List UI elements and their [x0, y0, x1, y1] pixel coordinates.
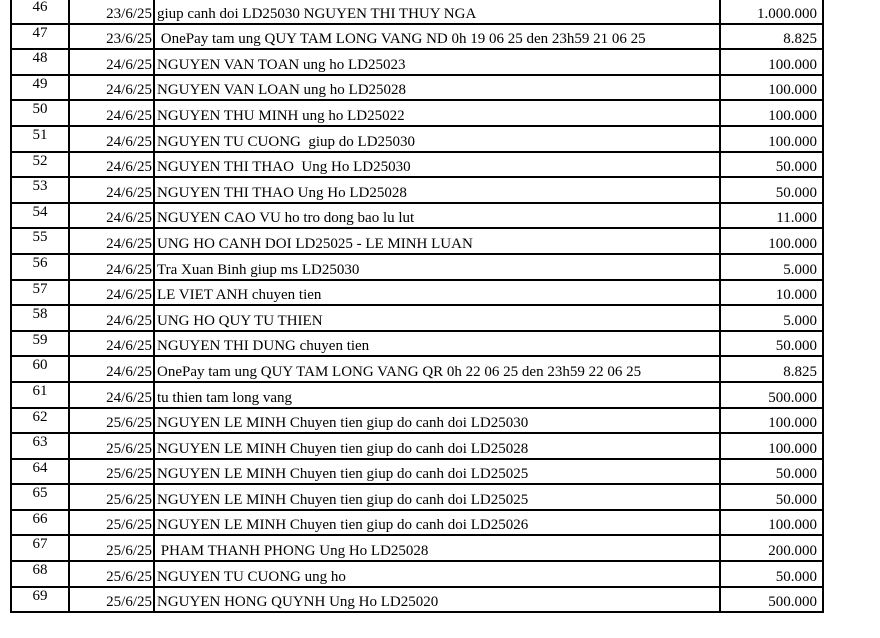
description-cell: Tra Xuan Binh giup ms LD25030 [154, 254, 720, 280]
description-cell: NGUYEN LE MINH Chuyen tien giup do canh doi LD25025 [154, 484, 720, 510]
description-cell: NGUYEN LE MINH Chuyen tien giup do canh doi LD25028 [154, 433, 720, 459]
table-row [11, 433, 823, 459]
row-number-cell: 58 [11, 305, 69, 331]
description-cell: OnePay tam ung QUY TAM LONG VANG QR 0h 22 06 25 den 23h59 22 06 25 [154, 356, 720, 382]
table-row [11, 459, 823, 485]
row-number-cell: 52 [11, 152, 69, 178]
description-cell: NGUYEN TU CUONG giup do LD25030 [154, 126, 720, 152]
row-number-cell: 67 [11, 535, 69, 561]
description-cell: tu thien tam long vang [154, 382, 720, 408]
amount-cell: 1.000.000 [720, 0, 823, 24]
row-number-cell: 61 [11, 382, 69, 408]
row-number-cell: 65 [11, 484, 69, 510]
table-row [11, 356, 823, 382]
date-cell: 24/6/25 [69, 203, 154, 229]
table-row [11, 484, 823, 510]
description-cell: NGUYEN VAN LOAN ung ho LD25028 [154, 75, 720, 101]
date-cell: 24/6/25 [69, 75, 154, 101]
description-cell: NGUYEN LE MINH Chuyen tien giup do canh doi LD25025 [154, 459, 720, 485]
description-cell: NGUYEN LE MINH Chuyen tien giup do canh doi LD25030 [154, 408, 720, 434]
date-cell: 24/6/25 [69, 382, 154, 408]
table-row [11, 408, 823, 434]
amount-cell: 100.000 [720, 408, 823, 434]
amount-cell: 50.000 [720, 177, 823, 203]
row-number-cell: 46 [11, 0, 69, 24]
description-cell: NGUYEN THI DUNG chuyen tien [154, 331, 720, 357]
table-row [11, 100, 823, 126]
table-row [11, 382, 823, 408]
date-cell: 24/6/25 [69, 49, 154, 75]
row-number-cell: 69 [11, 587, 69, 613]
row-number-cell: 50 [11, 100, 69, 126]
date-cell: 24/6/25 [69, 305, 154, 331]
amount-cell: 11.000 [720, 203, 823, 229]
amount-cell: 100.000 [720, 100, 823, 126]
transaction-table [10, 0, 824, 613]
table-row [11, 510, 823, 536]
date-cell: 25/6/25 [69, 587, 154, 613]
amount-cell: 500.000 [720, 382, 823, 408]
transaction-table-body [11, 0, 823, 612]
table-row [11, 75, 823, 101]
row-number-cell: 53 [11, 177, 69, 203]
row-number-cell: 51 [11, 126, 69, 152]
amount-cell: 100.000 [720, 75, 823, 101]
table-row [11, 280, 823, 306]
date-cell: 25/6/25 [69, 510, 154, 536]
date-cell: 24/6/25 [69, 228, 154, 254]
table-row [11, 228, 823, 254]
row-number-cell: 66 [11, 510, 69, 536]
description-cell: NGUYEN LE MINH Chuyen tien giup do canh doi LD25026 [154, 510, 720, 536]
table-row [11, 305, 823, 331]
table-row [11, 587, 823, 613]
description-cell: OnePay tam ung QUY TAM LONG VANG ND 0h 19 06 25 den 23h59 21 06 25 [154, 24, 720, 50]
row-number-cell: 60 [11, 356, 69, 382]
table-row [11, 152, 823, 178]
amount-cell: 50.000 [720, 331, 823, 357]
row-number-cell: 56 [11, 254, 69, 280]
amount-cell: 50.000 [720, 561, 823, 587]
date-cell: 24/6/25 [69, 280, 154, 306]
amount-cell: 200.000 [720, 535, 823, 561]
row-number-cell: 62 [11, 408, 69, 434]
table-row [11, 49, 823, 75]
row-number-cell: 55 [11, 228, 69, 254]
table-row [11, 24, 823, 50]
date-cell: 23/6/25 [69, 24, 154, 50]
table-row [11, 254, 823, 280]
description-cell: UNG HO CANH DOI LD25025 - LE MINH LUAN [154, 228, 720, 254]
date-cell: 23/6/25 [69, 0, 154, 24]
table-row [11, 331, 823, 357]
row-number-cell: 49 [11, 75, 69, 101]
description-cell: LE VIET ANH chuyen tien [154, 280, 720, 306]
amount-cell: 5.000 [720, 254, 823, 280]
description-cell: NGUYEN THI THAO Ung Ho LD25030 [154, 152, 720, 178]
description-cell: PHAM THANH PHONG Ung Ho LD25028 [154, 535, 720, 561]
description-cell: NGUYEN VAN TOAN ung ho LD25023 [154, 49, 720, 75]
date-cell: 24/6/25 [69, 126, 154, 152]
description-cell: giup canh doi LD25030 NGUYEN THI THUY NGA [154, 0, 720, 24]
amount-cell: 8.825 [720, 24, 823, 50]
table-row [11, 535, 823, 561]
amount-cell: 100.000 [720, 126, 823, 152]
row-number-cell: 57 [11, 280, 69, 306]
description-cell: NGUYEN HONG QUYNH Ung Ho LD25020 [154, 587, 720, 613]
amount-cell: 50.000 [720, 459, 823, 485]
date-cell: 24/6/25 [69, 100, 154, 126]
amount-cell: 100.000 [720, 228, 823, 254]
amount-cell: 5.000 [720, 305, 823, 331]
amount-cell: 50.000 [720, 152, 823, 178]
amount-cell: 100.000 [720, 510, 823, 536]
amount-cell: 8.825 [720, 356, 823, 382]
description-cell: NGUYEN THI THAO Ung Ho LD25028 [154, 177, 720, 203]
date-cell: 25/6/25 [69, 484, 154, 510]
amount-cell: 100.000 [720, 433, 823, 459]
table-row [11, 177, 823, 203]
date-cell: 25/6/25 [69, 459, 154, 485]
row-number-cell: 48 [11, 49, 69, 75]
amount-cell: 10.000 [720, 280, 823, 306]
table-row [11, 126, 823, 152]
row-number-cell: 47 [11, 24, 69, 50]
row-number-cell: 54 [11, 203, 69, 229]
date-cell: 24/6/25 [69, 177, 154, 203]
date-cell: 24/6/25 [69, 356, 154, 382]
row-number-cell: 63 [11, 433, 69, 459]
date-cell: 25/6/25 [69, 408, 154, 434]
row-number-cell: 59 [11, 331, 69, 357]
description-cell: NGUYEN THU MINH ung ho LD25022 [154, 100, 720, 126]
date-cell: 24/6/25 [69, 331, 154, 357]
row-number-cell: 68 [11, 561, 69, 587]
date-cell: 25/6/25 [69, 433, 154, 459]
date-cell: 24/6/25 [69, 254, 154, 280]
amount-cell: 50.000 [720, 484, 823, 510]
row-number-cell: 64 [11, 459, 69, 485]
date-cell: 25/6/25 [69, 561, 154, 587]
description-cell: UNG HO QUY TU THIEN [154, 305, 720, 331]
amount-cell: 500.000 [720, 587, 823, 613]
date-cell: 25/6/25 [69, 535, 154, 561]
amount-cell: 100.000 [720, 49, 823, 75]
table-row [11, 203, 823, 229]
description-cell: NGUYEN TU CUONG ung ho [154, 561, 720, 587]
table-row [11, 561, 823, 587]
table-row [11, 0, 823, 24]
description-cell: NGUYEN CAO VU ho tro dong bao lu lut [154, 203, 720, 229]
date-cell: 24/6/25 [69, 152, 154, 178]
